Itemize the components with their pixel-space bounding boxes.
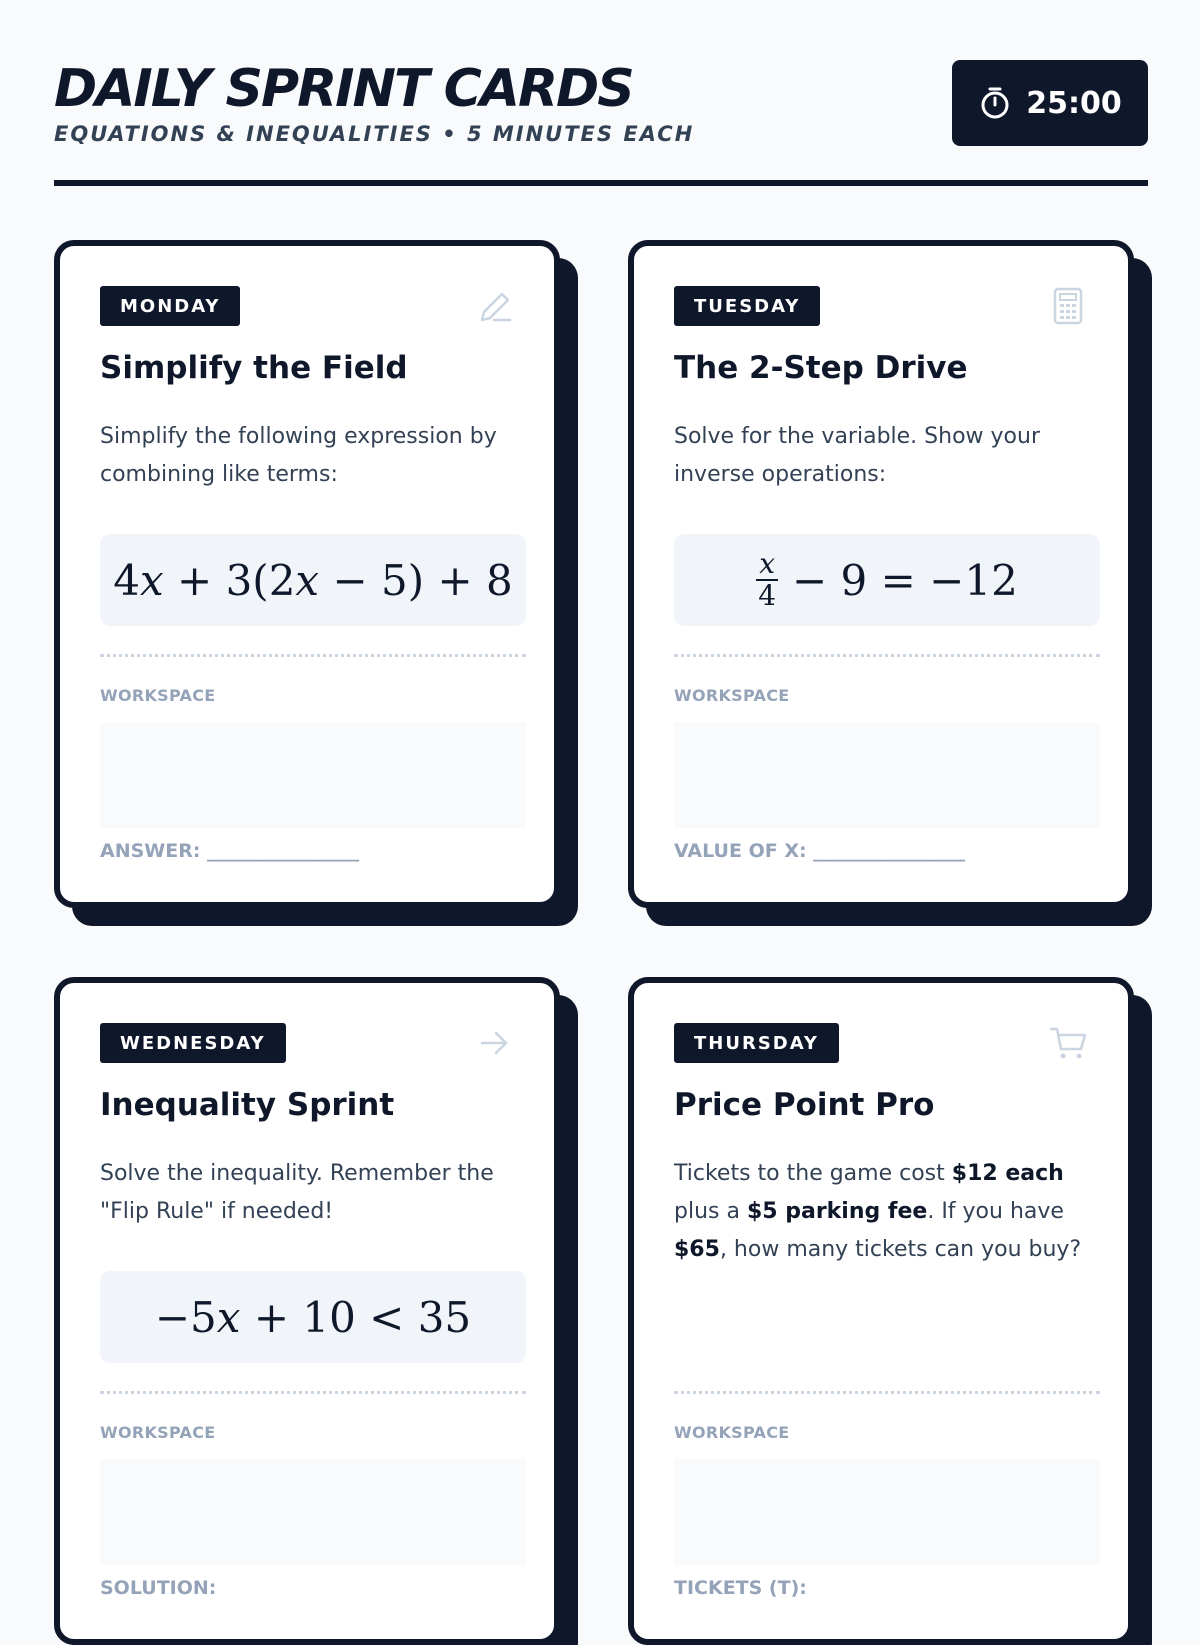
sprint-card-monday <box>54 240 560 908</box>
answer-field[interactable]: SOLUTION: <box>100 1577 217 1599</box>
stopwatch-icon <box>978 85 1012 121</box>
card-title: Price Point Pro <box>674 1087 935 1123</box>
workspace-label: WORKSPACE <box>674 1423 790 1442</box>
shopping-cart-icon <box>1048 1023 1088 1063</box>
workspace-area[interactable] <box>674 1459 1100 1565</box>
dotted-divider <box>100 654 526 657</box>
workspace-area[interactable] <box>100 722 526 828</box>
day-badge: TUESDAY <box>674 286 820 326</box>
arrow-right-icon <box>474 1023 514 1063</box>
calculator-icon <box>1048 286 1088 326</box>
timer-value: 25:00 <box>1026 85 1122 121</box>
day-badge: WEDNESDAY <box>100 1023 286 1063</box>
header-divider <box>54 180 1148 186</box>
page-title: DAILY SPRINT CARDS <box>54 59 633 119</box>
card-prompt: Solve the inequality. Remember the "Flip Rule" if needed! <box>100 1161 494 1224</box>
page-subtitle: EQUATIONS & INEQUALITIES • 5 MINUTES EACH <box>54 122 695 146</box>
sprint-card-tuesday <box>628 240 1134 908</box>
card-prompt: Simplify the following expression by combining like terms: <box>100 424 497 487</box>
page-header <box>54 58 1148 188</box>
math-expression: $\frac{x}{4}$ − 9 = −12 <box>674 534 1100 626</box>
sprint-card-thursday <box>628 977 1134 1645</box>
dotted-divider <box>674 654 1100 657</box>
workspace-area[interactable] <box>674 722 1100 828</box>
card-title: Inequality Sprint <box>100 1087 395 1123</box>
pencil-icon <box>474 286 514 326</box>
card-title: Simplify the Field <box>100 350 408 386</box>
card-prompt: Tickets to the game cost $12 each plus a $5 parking fee. If you have $65, how many tickets can you buy? <box>674 1161 1082 1262</box>
workspace-label: WORKSPACE <box>100 686 216 705</box>
answer-field[interactable]: VALUE OF X: ________________ <box>674 840 966 862</box>
fraction: $\frac{x}{4}$ <box>758 547 777 612</box>
workspace-area[interactable] <box>100 1459 526 1565</box>
dotted-divider <box>100 1391 526 1394</box>
day-badge: THURSDAY <box>674 1023 839 1063</box>
answer-field[interactable]: ANSWER: ________________ <box>100 840 360 862</box>
timer-button[interactable] <box>952 60 1148 146</box>
math-expression: −5 x + 10 < 35 <box>100 1271 526 1363</box>
day-badge: MONDAY <box>100 286 240 326</box>
card-title: The 2-Step Drive <box>674 350 968 386</box>
math-expression: 4 x + 3(2 x − 5) + 8 <box>100 534 526 626</box>
workspace-label: WORKSPACE <box>100 1423 216 1442</box>
sprint-card-wednesday <box>54 977 560 1645</box>
answer-field[interactable]: TICKETS (T): <box>674 1577 807 1599</box>
workspace-label: WORKSPACE <box>674 686 790 705</box>
dotted-divider <box>674 1391 1100 1394</box>
card-prompt: Solve for the variable. Show your inverse operations: <box>674 424 1040 487</box>
